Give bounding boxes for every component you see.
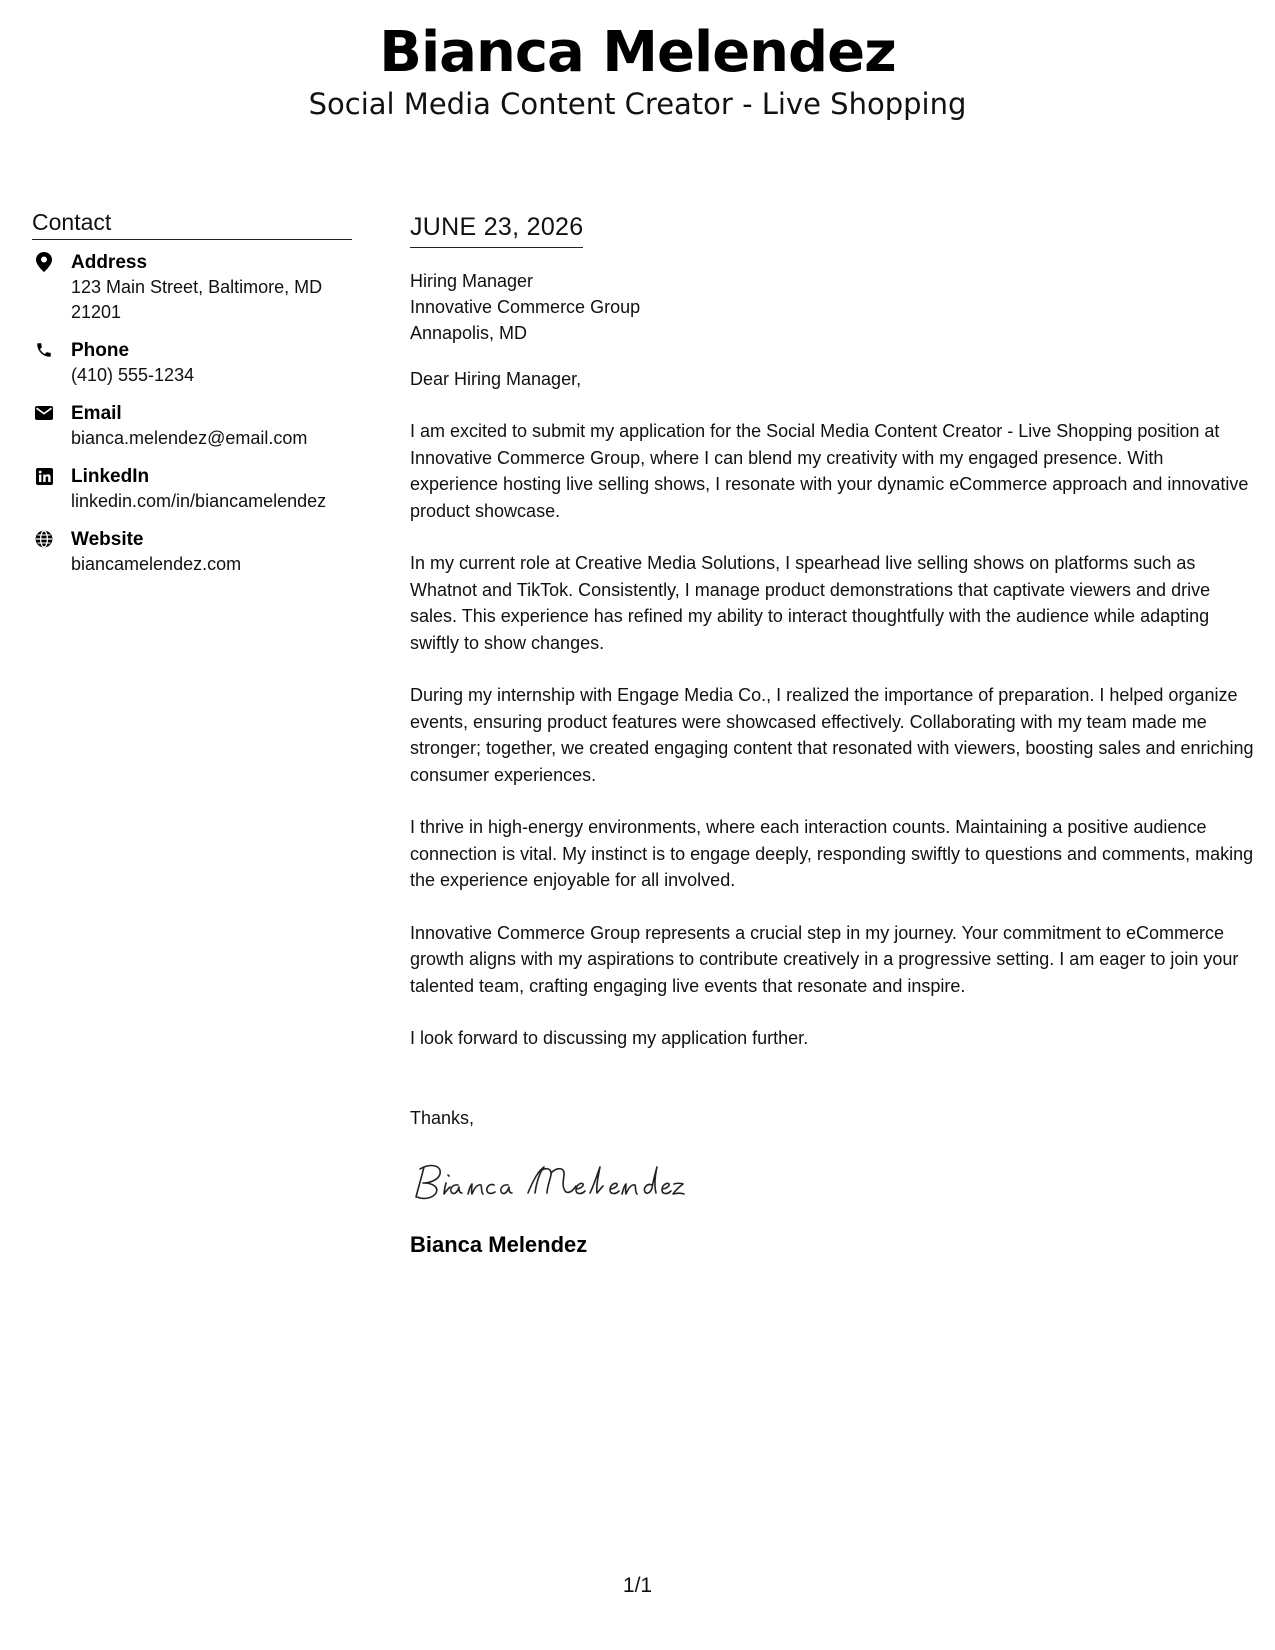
job-title: Social Media Content Creator - Live Shopping bbox=[308, 87, 967, 121]
map-pin-icon bbox=[34, 252, 54, 272]
contact-item-address bbox=[32, 250, 352, 325]
phone-value: (410) 555-1234 bbox=[71, 365, 195, 385]
address-value: 123 Main Street, Baltimore, MD 21201 bbox=[71, 277, 323, 322]
contact-label: Address bbox=[71, 252, 148, 273]
contact-label: Phone bbox=[71, 340, 130, 361]
phone-icon bbox=[34, 340, 54, 360]
contact-label: LinkedIn bbox=[71, 466, 150, 487]
recipient-line: Innovative Commerce Group bbox=[410, 297, 641, 317]
body-paragraph: In my current role at Creative Media Solutions, I spearhead live selling shows on platforms such as Whatnot and TikTok. Consistently, I manage product demonstrations that captivate viewers and drive sales. This experience has refined my ability to interact thoughtfully with the audience while adapting swiftly to show changes. bbox=[410, 553, 1211, 653]
recipient-line: Hiring Manager bbox=[410, 271, 534, 291]
website-value: biancamelendez.com bbox=[71, 554, 242, 574]
recipient-line: Annapolis, MD bbox=[410, 323, 528, 343]
contact-label: Email bbox=[71, 403, 122, 424]
body-paragraph: I thrive in high-energy environments, where each interaction counts. Maintaining a positive audience connection is vital. My instinct is to engage deeply, responding swiftly to questions and comments, making the experience enjoyable for all involved. bbox=[410, 817, 1254, 890]
contact-item-website bbox=[32, 527, 352, 577]
body-paragraph: I am excited to submit my application for the Social Media Content Creator - Live Shopping position at Innovative Commerce Group, where I can blend my creativity with my engaged presence. With experience hosting live selling shows, I resonate with your dynamic eCommerce approach and innovative product showcase. bbox=[410, 421, 1249, 521]
body-paragraph: Innovative Commerce Group represents a crucial step in my journey. Your commitment to eCommerce growth aligns with my aspirations to contribute creatively in a progressive setting. I am eager to join your talented team, crafting engaging live events that resonate and inspire. bbox=[410, 922, 1239, 996]
contact-sidebar bbox=[32, 208, 352, 590]
email-value: bianca.melendez@email.com bbox=[71, 428, 308, 448]
signer-name: Bianca Melendez bbox=[410, 1232, 588, 1257]
contact-item-email bbox=[32, 401, 352, 451]
letter-header bbox=[0, 22, 1275, 122]
page-indicator: 1/1 bbox=[622, 1574, 653, 1597]
contact-label: Website bbox=[71, 529, 144, 550]
globe-icon bbox=[34, 529, 54, 549]
contact-item-phone bbox=[32, 338, 352, 388]
body-paragraph: During my internship with Engage Media Co., I realized the importance of preparation. I helped organize events, ensuring product features were showcased effectively. Collaborating with my team made me stronger; together, we created engaging content that resonated with viewers, boosting sales and enriching consumer experiences. bbox=[410, 685, 1254, 785]
envelope-icon bbox=[34, 403, 54, 423]
applicant-name: Bianca Melendez bbox=[379, 20, 896, 85]
handwritten-signature bbox=[410, 1153, 690, 1213]
salutation: Dear Hiring Manager, bbox=[410, 369, 582, 389]
letter-date: JUNE 23, 2026 bbox=[410, 212, 583, 248]
contact-heading: Contact bbox=[32, 208, 352, 240]
recipient-block bbox=[410, 268, 1255, 346]
signoff: Thanks, bbox=[410, 1108, 475, 1128]
letter-body bbox=[410, 212, 1255, 1259]
linkedin-icon bbox=[34, 466, 54, 486]
closing-line: I look forward to discussing my application further. bbox=[410, 1028, 809, 1048]
contact-item-linkedin bbox=[32, 464, 352, 514]
linkedin-value: linkedin.com/in/biancamelendez bbox=[71, 491, 327, 511]
